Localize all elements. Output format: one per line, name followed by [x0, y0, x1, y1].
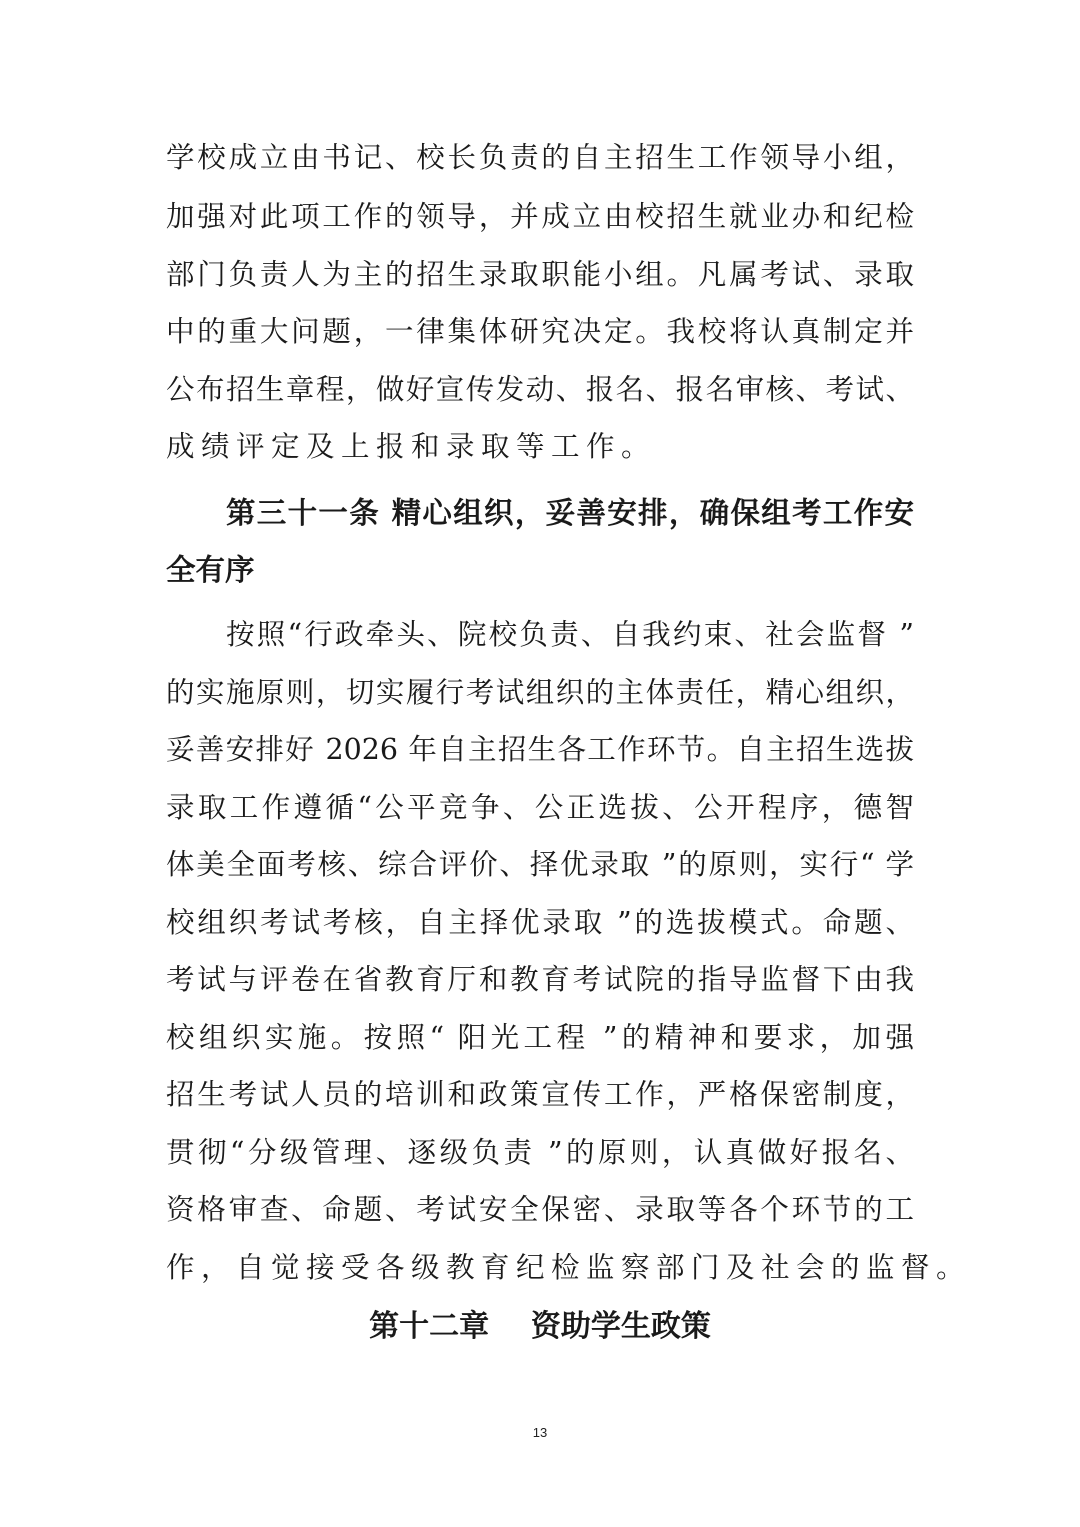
chapter-12-title: 第十二章 资助学生政策 — [369, 1309, 711, 1344]
paragraph-2-line-5: 体美全面考核、综合评价、择优录取 ”的原则，实行“ 学 — [166, 848, 914, 881]
paragraph-1-line-2: 加强对此项工作的领导，并成立由校招生就业办和纪检 — [166, 200, 914, 233]
paragraph-2-line-11: 资格审查、命题、考试安全保密、录取等各个环节的工 — [166, 1193, 914, 1226]
paragraph-1-line-6: 成绩评定及上报和录取等工作。 — [166, 430, 657, 463]
paragraph-1-line-1: 学校成立由书记、校长负责的自主招生工作领导小组， — [166, 141, 914, 174]
paragraph-2-line-10: 贯彻“分级管理、逐级负责 ”的原则，认真做好报名、 — [166, 1136, 914, 1169]
paragraph-1-line-4: 中的重大问题，一律集体研究决定。我校将认真制定并 — [166, 315, 914, 348]
page-number: 13 — [532, 1425, 548, 1440]
paragraph-2-line-12: 作，自觉接受各级教育纪检监察部门及社会的监督。 — [166, 1251, 972, 1284]
paragraph-2-line-6: 校组织考试考核，自主择优录取 ”的选拔模式。命题、 — [166, 906, 914, 939]
paragraph-2-line-3: 妥善安排好 2026 年自主招生各工作环节。自主招生选拔 — [166, 733, 914, 766]
article-31-heading: 第三十一条 精心组织，妥善安排，确保组考工作安 — [226, 495, 914, 530]
paragraph-1-line-3: 部门负责人为主的招生录取职能小组。凡属考试、录取 — [166, 258, 914, 291]
paragraph-2-line-8: 校组织实施。按照“ 阳光工程 ”的精神和要求，加强 — [166, 1021, 914, 1054]
paragraph-2-line-2: 的实施原则，切实履行考试组织的主体责任，精心组织， — [166, 676, 914, 709]
paragraph-2-line-9: 招生考试人员的培训和政策宣传工作，严格保密制度， — [166, 1078, 914, 1111]
paragraph-1-line-5: 公布招生章程，做好宣传发动、报名、报名审核、考试、 — [166, 373, 914, 406]
paragraph-2-line-4: 录取工作遵循“公平竞争、公正选拔、公开程序，德智 — [166, 791, 914, 824]
paragraph-2-line-7: 考试与评卷在省教育厅和教育考试院的指导监督下由我 — [166, 963, 914, 996]
paragraph-2-line-1: 按照“行政牵头、院校负责、自我约束、社会监督 ” — [226, 618, 914, 651]
article-31-heading-continued: 全有序 — [166, 552, 255, 587]
